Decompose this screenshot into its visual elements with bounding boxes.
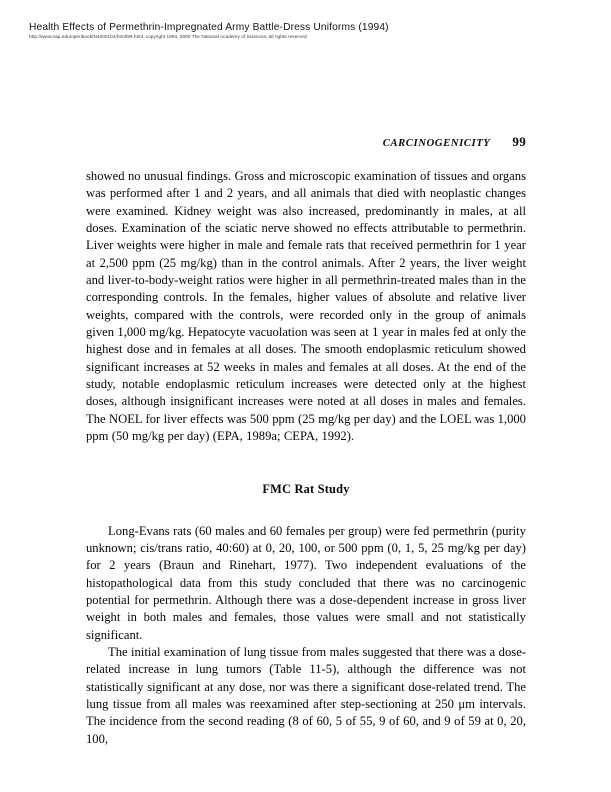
body-text-column <box>86 168 526 748</box>
nap-openbook-banner <box>29 22 569 40</box>
page-number: 99 <box>512 134 526 149</box>
section-heading-fmc-rat-study: FMC Rat Study <box>262 481 350 496</box>
running-head <box>86 133 526 151</box>
heading-spacer-below <box>86 497 526 523</box>
paragraph-lung-tissue: The initial examination of lung tissue from males suggested that there was a dose-related increase in lung tumors (Table 11-5), although the difference was not statistically significant at any dose, nor was there a significant dose-related trend. The lung tissue from all males was reexamined after step-sectioning at 250 μm intervals. The incidence from the second reading (8 of 60, 5 of 55, 9 of 60, and 9 of 59 at 0, 20, 100, <box>86 644 526 746</box>
book-title: Health Effects of Permethrin-Impregnated Army Battle-Dress Uniforms (1994) <box>29 22 389 33</box>
paragraph-fmc-study: Long-Evans rats (60 males and 60 females per group) were fed permethrin (purity unknown; cis/trans ratio, 40:60) at 0, 20, 100, or 500 ppm (0, 1, 5, 25 mg/kg per day) for 2 years (Braun and Rinehart, 1977). Two independent evaluations of the histopathological data from this study concluded that there was no carcinogenic potential for permethrin. Although there was a dose-dependent increase in gross liver weight in both males and females, those values were small and not statistically significant. <box>86 523 526 642</box>
heading-spacer-above <box>86 446 526 482</box>
paragraph-continuation: showed no unusual findings. Gross and microscopic examination of tissues and organs was performed after 1 and 2 years, and all animals that died with neoplastic changes were examined. Kidney weight was also increased, predominantly in males, at all doses. Examination of the sciatic nerve showed no effects attributable to permethrin. Liver weights were higher in male and female rats that received permethrin for 1 year at 2,500 ppm (25 mg/kg) than in the control animals. After 2 years, the liver weight and liver-to-body-weight ratios were higher in all permethrin-treated males than in the corresponding controls. In the females, higher values of absolute and relative liver weights, compared with the controls, were recorded only in the group of animals given 1,000 mg/kg. Hepatocyte vacuolation was seen at 1 year in males fed at only the highest dose and in females at all doses. The smooth endoplasmic reticulum showed significant increases at 52 weeks in males and females at all doses. At the end of the study, notable endoplasmic reticulum increases were detected only at the highest doses, although insignificant increases were noted at all doses in males and females. The NOEL for liver effects was 500 ppm (25 mg/kg per day) and the LOEL was 1,000 ppm (50 mg/kg per day) (EPA, 1989a; CEPA, 1992). <box>86 169 526 444</box>
chapter-title: CARCINOGENICITY <box>382 137 491 149</box>
source-url-notice: http://www.nap.edu/openbook/N4000104/html/99.html, copyright 1994, 2000 The National Academy of Sciences, all rights reserved <box>29 34 307 39</box>
